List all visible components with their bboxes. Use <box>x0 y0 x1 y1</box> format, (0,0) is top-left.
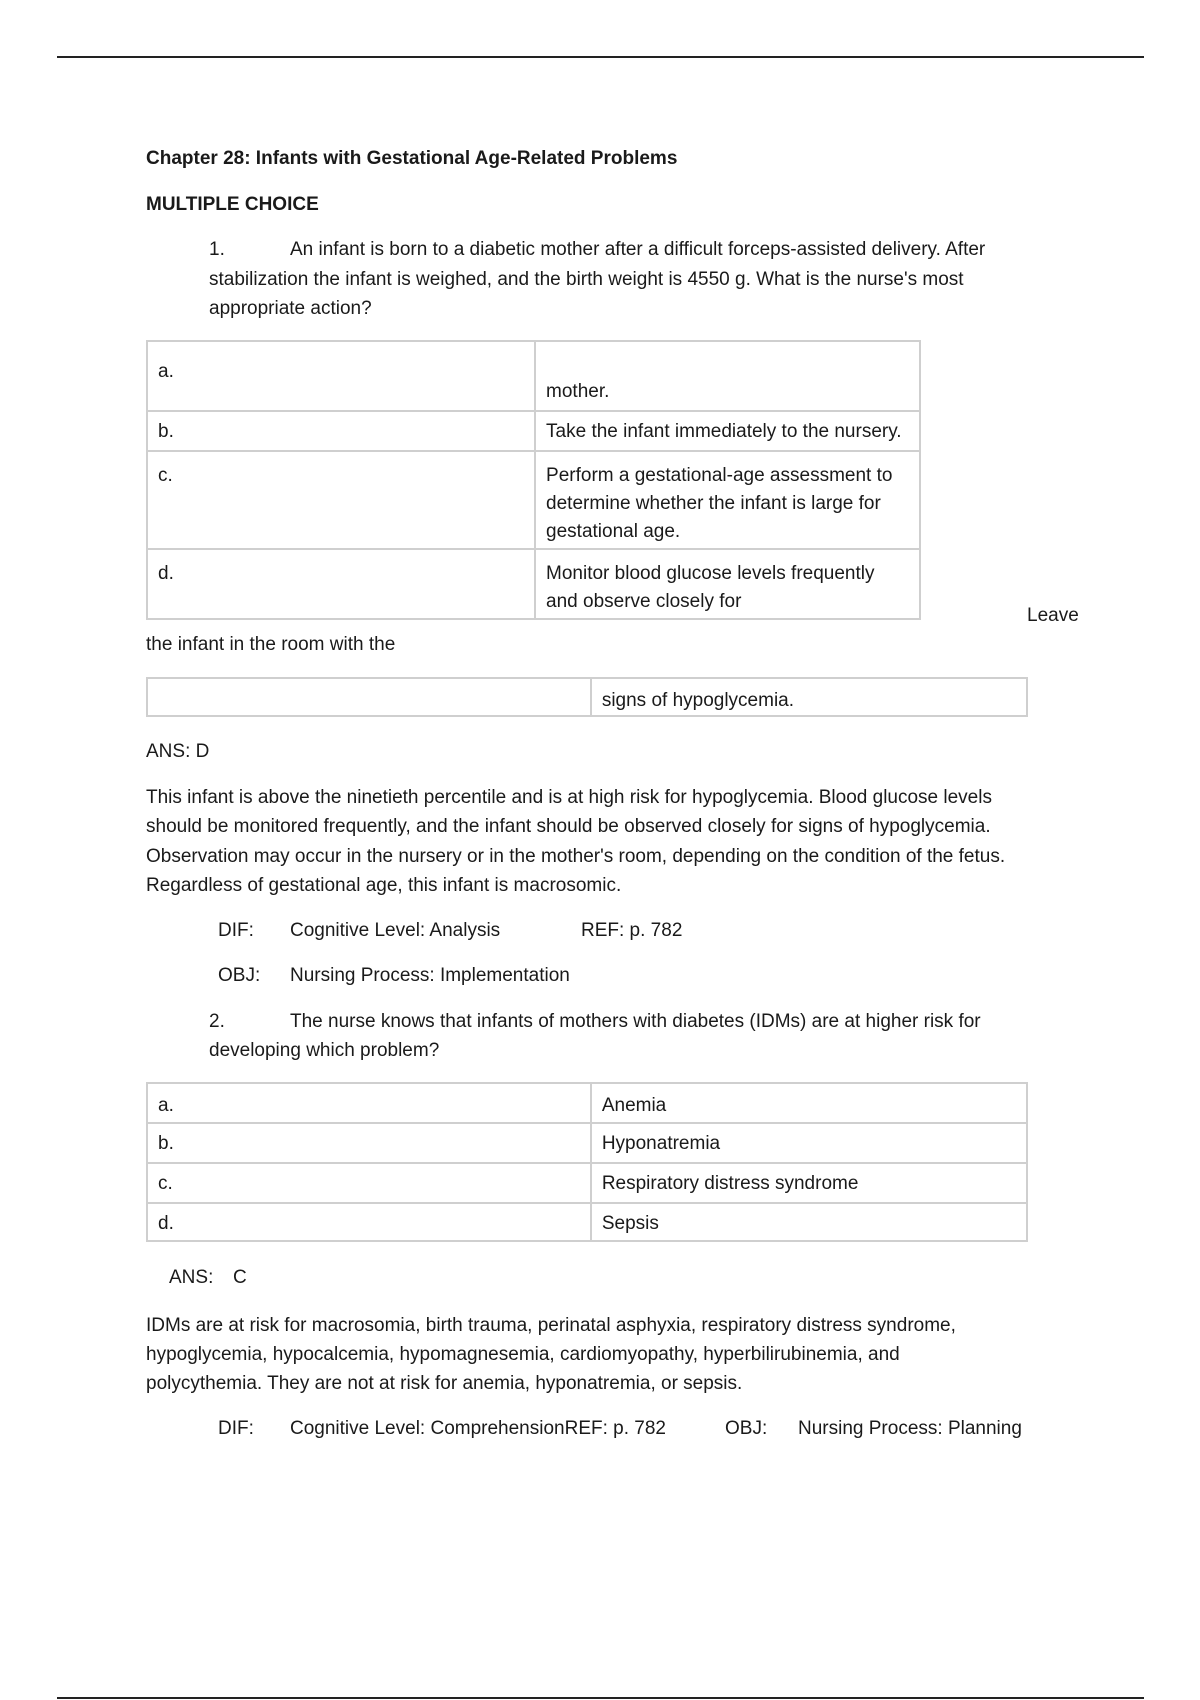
option-letter: c. <box>147 451 535 549</box>
option-text: Hyponatremia <box>591 1123 1027 1163</box>
overflow-table <box>146 677 1028 717</box>
overflow-row <box>147 678 1027 716</box>
rationale-1-line-3: Observation may occur in the nursery or in the mother's room, depending on the condition of the fetus. <box>146 846 1006 867</box>
question-1-stem-line-3: appropriate action? <box>209 298 372 319</box>
rationale-1-line-1: This infant is above the ninetieth percentile and is at high risk for hypoglycemia. Blood glucose levels <box>146 787 992 808</box>
option-letter: a. <box>147 341 535 411</box>
option-letter: b. <box>147 411 535 451</box>
option-text: Take the infant immediately to the nursery. <box>535 411 920 451</box>
q1-dif-value: Cognitive Level: Analysis <box>290 920 501 941</box>
rationale-2-line-3: polycythemia. They are not at risk for anemia, hyponatremia, or sepsis. <box>146 1373 743 1394</box>
rationale-2-line-1: IDMs are at risk for macrosomia, birth trauma, perinatal asphyxia, respiratory distress syndrome, <box>146 1315 956 1336</box>
overflow-empty-cell <box>147 678 591 716</box>
option-text: Perform a gestational-age assessment to determine whether the infant is large for gestational age. <box>535 451 920 549</box>
q1-ref: REF: p. 782 <box>581 920 683 941</box>
question-2-answer-value: C <box>233 1267 247 1288</box>
top-rule <box>57 56 1144 58</box>
option-text: Monitor blood glucose levels frequently and observe closely for <box>535 549 920 619</box>
q1-obj-label: OBJ: <box>218 965 261 986</box>
overflow-continuation: signs of hypoglycemia. <box>591 678 1027 716</box>
question-2-stem-line-2: developing which problem? <box>209 1040 440 1061</box>
option-row <box>147 549 920 619</box>
question-1-options-table <box>146 340 921 620</box>
overflow-leave: Leave <box>1027 605 1079 626</box>
option-letter: b. <box>147 1123 591 1163</box>
rationale-1-line-2: should be monitored frequently, and the infant should be observed closely for signs of hypoglycemia. <box>146 816 991 837</box>
overflow-left-text: the infant in the room with the <box>146 634 396 655</box>
question-2-stem-line-1: The nurse knows that infants of mothers with diabetes (IDMs) are at higher risk for <box>290 1011 981 1032</box>
q2-dif-label: DIF: <box>218 1418 254 1439</box>
option-row <box>147 411 920 451</box>
q1-obj-value: Nursing Process: Implementation <box>290 965 570 986</box>
option-row <box>147 1083 1027 1123</box>
q2-dif-value: Cognitive Level: ComprehensionREF: p. 782 <box>290 1418 666 1439</box>
option-letter: d. <box>147 549 535 619</box>
question-1-number: 1. <box>209 239 225 260</box>
bottom-rule <box>57 1697 1144 1699</box>
option-row <box>147 451 920 549</box>
q2-obj-value: Nursing Process: Planning <box>798 1418 1022 1439</box>
chapter-title: Chapter 28: Infants with Gestational Age-Related Problems <box>146 148 678 169</box>
option-row <box>147 1203 1027 1241</box>
option-text: Sepsis <box>591 1203 1027 1241</box>
option-text: Respiratory distress syndrome <box>591 1163 1027 1203</box>
question-1-stem-line-2: stabilization the infant is weighed, and the birth weight is 4550 g. What is the nurse's most <box>209 269 964 290</box>
option-row <box>147 1163 1027 1203</box>
q1-dif-label: DIF: <box>218 920 254 941</box>
question-1-answer: ANS: D <box>146 741 210 762</box>
question-2-answer-label: ANS: <box>169 1267 214 1288</box>
question-1-stem-line-1: An infant is born to a diabetic mother after a difficult forceps-assisted delivery. After <box>290 239 986 260</box>
option-letter: d. <box>147 1203 591 1241</box>
option-letter: c. <box>147 1163 591 1203</box>
option-row <box>147 341 920 411</box>
q2-obj-label: OBJ: <box>725 1418 768 1439</box>
section-heading: MULTIPLE CHOICE <box>146 194 319 215</box>
question-2-number: 2. <box>209 1011 225 1032</box>
option-text: Anemia <box>591 1083 1027 1123</box>
option-letter: a. <box>147 1083 591 1123</box>
option-row <box>147 1123 1027 1163</box>
question-2-options-table <box>146 1082 1028 1242</box>
rationale-1-line-4: Regardless of gestational age, this infant is macrosomic. <box>146 875 622 896</box>
rationale-2-line-2: hypoglycemia, hypocalcemia, hypomagnesemia, cardiomyopathy, hyperbilirubinemia, and <box>146 1344 900 1365</box>
option-text: mother. <box>535 341 920 411</box>
